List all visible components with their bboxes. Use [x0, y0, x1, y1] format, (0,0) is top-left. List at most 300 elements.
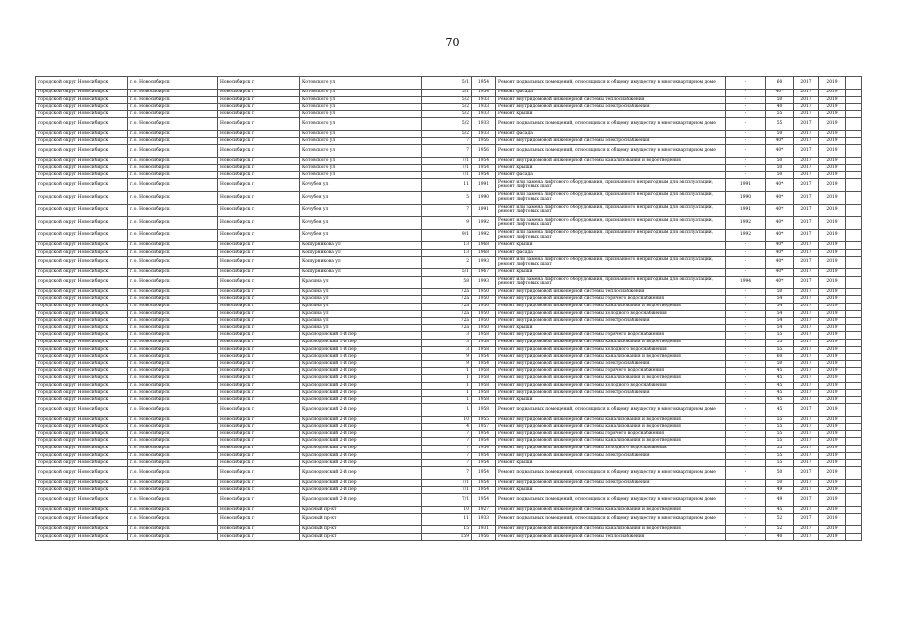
cell-city: Новосибирск г: [218, 130, 300, 137]
cell-year-built: 1927: [472, 506, 496, 513]
cell-city: Новосибирск г: [218, 242, 300, 249]
cell-start-year: 2017: [794, 375, 819, 382]
cell-street: Котовского ул: [300, 165, 422, 172]
cell-year-built: 1950: [472, 296, 496, 303]
cell-work-type: Ремонт фасада: [496, 130, 726, 137]
cell-end-year: 2019: [819, 172, 846, 179]
cell-municipality: городской округ Новосибирск: [36, 438, 128, 445]
cell-start-year: 2017: [794, 513, 819, 526]
cell-end-year: 2019: [819, 332, 846, 339]
cell-year-built: 1968: [472, 249, 496, 256]
cell-house-number: 1: [422, 368, 472, 375]
cell-city: Новосибирск г: [218, 368, 300, 375]
cell-note: [846, 256, 862, 269]
cell-lift-year: -: [726, 506, 766, 513]
cell-street: Кошурникова ул: [300, 242, 422, 249]
cell-street: Котовского ул: [300, 77, 422, 90]
cell-house-number: 13: [422, 249, 472, 256]
cell-city: Новосибирск г: [218, 229, 300, 242]
cell-city: Новосибирск г: [218, 404, 300, 417]
cell-city: Новосибирск г: [218, 459, 300, 466]
cell-lift-year: -: [726, 346, 766, 353]
cell-district: г.о. Новосибирск: [128, 397, 218, 404]
cell-note: [846, 361, 862, 368]
cell-end-year: 2019: [819, 526, 846, 533]
table-row: [36, 361, 862, 368]
cell-municipality: городской округ Новосибирск: [36, 382, 128, 389]
cell-rate: 54: [766, 296, 794, 303]
cell-year-built: 1993: [472, 256, 496, 269]
cell-note: [846, 375, 862, 382]
cell-note: [846, 296, 862, 303]
table-row: [36, 404, 862, 417]
cell-rate: 45: [766, 389, 794, 396]
cell-lift-year: 1991: [726, 204, 766, 217]
cell-note: [846, 438, 862, 445]
cell-start-year: 2017: [794, 249, 819, 256]
cell-municipality: городской округ Новосибирск: [36, 192, 128, 205]
cell-rate: 49: [766, 486, 794, 493]
cell-street: Котовского ул: [300, 89, 422, 96]
cell-house-number: 58: [422, 276, 472, 289]
cell-district: г.о. Новосибирск: [128, 332, 218, 339]
table-row: [36, 296, 862, 303]
cell-street: Котовского ул: [300, 130, 422, 137]
cell-work-type: Ремонт крыши: [496, 269, 726, 276]
cell-municipality: городской округ Новосибирск: [36, 130, 128, 137]
cell-city: Новосибирск г: [218, 111, 300, 118]
cell-city: Новосибирск г: [218, 438, 300, 445]
cell-municipality: городской округ Новосибирск: [36, 452, 128, 459]
cell-year-built: 1954: [472, 452, 496, 459]
cell-work-type: Ремонт внутридомовой инженерной системы электроснабжения: [496, 479, 726, 486]
cell-street: Красина ул: [300, 276, 422, 289]
cell-note: [846, 118, 862, 131]
cell-rate: 40*: [766, 145, 794, 158]
cell-district: г.о. Новосибирск: [128, 276, 218, 289]
cell-note: [846, 96, 862, 103]
cell-work-type: Ремонт или замена лифтового оборудования, признанного непригодным для эксплуатации, ремонт лифтовых шахт: [496, 179, 726, 192]
cell-district: г.о. Новосибирск: [128, 346, 218, 353]
cell-end-year: 2019: [819, 479, 846, 486]
cell-city: Новосибирск г: [218, 157, 300, 164]
cell-year-built: 1990: [472, 192, 496, 205]
cell-year-built: 1954: [472, 479, 496, 486]
cell-start-year: 2017: [794, 296, 819, 303]
cell-district: г.о. Новосибирск: [128, 513, 218, 526]
cell-lift-year: 1992: [726, 217, 766, 230]
cell-rate: 50: [766, 172, 794, 179]
cell-start-year: 2017: [794, 77, 819, 90]
cell-lift-year: -: [726, 445, 766, 452]
cell-work-type: Ремонт внутридомовой инженерной системы электроснабжения: [496, 452, 726, 459]
cell-rate: 40*: [766, 179, 794, 192]
cell-work-type: Ремонт внутридомовой инженерной системы канализования и водоотведения: [496, 339, 726, 346]
cell-lift-year: -: [726, 317, 766, 324]
cell-end-year: 2019: [819, 96, 846, 103]
cell-work-type: Ремонт фасада: [496, 172, 726, 179]
cell-end-year: 2019: [819, 179, 846, 192]
cell-city: Новосибирск г: [218, 332, 300, 339]
cell-house-number: 7: [422, 438, 472, 445]
cell-lift-year: -: [726, 89, 766, 96]
cell-district: г.о. Новосибирск: [128, 389, 218, 396]
table-row: [36, 325, 862, 332]
table-row: [36, 217, 862, 230]
cell-house-number: 7: [422, 138, 472, 145]
cell-municipality: городской округ Новосибирск: [36, 375, 128, 382]
cell-work-type: Ремонт подвальных помещений, относящихся к общему имуществу в многоквартирном доме: [496, 467, 726, 480]
cell-note: [846, 310, 862, 317]
cell-house-number: 5/2: [422, 130, 472, 137]
cell-year-built: 1954: [472, 445, 496, 452]
cell-start-year: 2017: [794, 310, 819, 317]
cell-city: Новосибирск г: [218, 89, 300, 96]
cell-street: Котовского ул: [300, 145, 422, 158]
cell-end-year: 2019: [819, 303, 846, 310]
cell-lift-year: -: [726, 145, 766, 158]
cell-district: г.о. Новосибирск: [128, 111, 218, 118]
cell-start-year: 2017: [794, 459, 819, 466]
cell-lift-year: 1994: [726, 276, 766, 289]
cell-rate: 40*: [766, 192, 794, 205]
cell-year-built: 1954: [472, 353, 496, 360]
cell-start-year: 2017: [794, 368, 819, 375]
table-row: [36, 416, 862, 423]
cell-municipality: городской округ Новосибирск: [36, 276, 128, 289]
cell-note: [846, 229, 862, 242]
cell-city: Новосибирск г: [218, 526, 300, 533]
cell-start-year: 2017: [794, 526, 819, 533]
cell-lift-year: -: [726, 533, 766, 540]
cell-house-number: 7/1: [422, 165, 472, 172]
cell-end-year: 2019: [819, 506, 846, 513]
cell-lift-year: 1991: [726, 179, 766, 192]
cell-house-number: 1: [422, 375, 472, 382]
cell-street: Краснодонский 2-й пер: [300, 375, 422, 382]
cell-municipality: городской округ Новосибирск: [36, 533, 128, 540]
cell-work-type: Ремонт внутридомовой инженерной системы теплоснабжения: [496, 289, 726, 296]
cell-start-year: 2017: [794, 165, 819, 172]
table-row: [36, 157, 862, 164]
cell-house-number: 5/2: [422, 96, 472, 103]
cell-house-number: 11: [422, 513, 472, 526]
cell-municipality: городской округ Новосибирск: [36, 204, 128, 217]
cell-work-type: Ремонт внутридомовой инженерной системы горячего водоснабжения: [496, 431, 726, 438]
cell-rate: 50: [766, 165, 794, 172]
cell-street: Красный пр-кт: [300, 506, 422, 513]
cell-year-built: 1954: [472, 165, 496, 172]
cell-end-year: 2019: [819, 382, 846, 389]
cell-house-number: 7: [422, 467, 472, 480]
cell-street: Краснодонский 2-й пер: [300, 423, 422, 430]
cell-municipality: городской округ Новосибирск: [36, 346, 128, 353]
cell-start-year: 2017: [794, 103, 819, 110]
cell-rate: 49: [766, 494, 794, 507]
cell-city: Новосибирск г: [218, 325, 300, 332]
table-row: [36, 339, 862, 346]
cell-end-year: 2019: [819, 165, 846, 172]
cell-work-type: Ремонт внутридомовой инженерной системы электроснабжения: [496, 389, 726, 396]
cell-lift-year: -: [726, 431, 766, 438]
cell-year-built: 1958: [472, 397, 496, 404]
cell-district: г.о. Новосибирск: [128, 526, 218, 533]
cell-note: [846, 192, 862, 205]
cell-note: [846, 276, 862, 289]
cell-work-type: Ремонт внутридомовой инженерной системы горячего водоснабжения: [496, 296, 726, 303]
cell-end-year: 2019: [819, 130, 846, 137]
cell-end-year: 2019: [819, 431, 846, 438]
cell-year-built: 1954: [472, 459, 496, 466]
cell-street: Краснодонский 1-й пер: [300, 361, 422, 368]
cell-note: [846, 303, 862, 310]
cell-start-year: 2017: [794, 506, 819, 513]
cell-end-year: 2019: [819, 111, 846, 118]
table-row: [36, 249, 862, 256]
table-row: [36, 138, 862, 145]
table-row: [36, 506, 862, 513]
cell-city: Новосибирск г: [218, 217, 300, 230]
cell-district: г.о. Новосибирск: [128, 303, 218, 310]
cell-rate: 54: [766, 317, 794, 324]
cell-start-year: 2017: [794, 346, 819, 353]
cell-rate: 54: [766, 310, 794, 317]
cell-municipality: городской округ Новосибирск: [36, 217, 128, 230]
cell-municipality: городской округ Новосибирск: [36, 118, 128, 131]
table-row: [36, 103, 862, 110]
cell-rate: 55: [766, 459, 794, 466]
cell-street: Котовского ул: [300, 103, 422, 110]
cell-house-number: 72а: [422, 317, 472, 324]
table-row: [36, 242, 862, 249]
cell-end-year: 2019: [819, 229, 846, 242]
cell-rate: 40*: [766, 138, 794, 145]
cell-note: [846, 111, 862, 118]
cell-street: Красный пр-кт: [300, 526, 422, 533]
cell-municipality: городской округ Новосибирск: [36, 513, 128, 526]
table-row: [36, 467, 862, 480]
cell-municipality: городской округ Новосибирск: [36, 229, 128, 242]
cell-rate: 50: [766, 130, 794, 137]
table-row: [36, 346, 862, 353]
cell-end-year: 2019: [819, 269, 846, 276]
table-row: [36, 513, 862, 526]
cell-year-built: 1954: [472, 89, 496, 96]
cell-city: Новосибирск г: [218, 479, 300, 486]
cell-city: Новосибирск г: [218, 289, 300, 296]
cell-municipality: городской округ Новосибирск: [36, 172, 128, 179]
cell-year-built: 1933: [472, 96, 496, 103]
cell-street: Краснодонский 2-й пер: [300, 382, 422, 389]
cell-house-number: 7: [422, 204, 472, 217]
cell-municipality: городской округ Новосибирск: [36, 317, 128, 324]
cell-start-year: 2017: [794, 467, 819, 480]
cell-start-year: 2017: [794, 204, 819, 217]
cell-rate: 55: [766, 438, 794, 445]
cell-district: г.о. Новосибирск: [128, 89, 218, 96]
cell-city: Новосибирск г: [218, 346, 300, 353]
cell-rate: 54: [766, 303, 794, 310]
cell-work-type: Ремонт внутридомовой инженерной системы канализования и водоотведения: [496, 375, 726, 382]
cell-work-type: Ремонт внутридомовой инженерной системы канализования и водоотведения: [496, 353, 726, 360]
cell-rate: 50: [766, 289, 794, 296]
table-row: [36, 317, 862, 324]
cell-work-type: Ремонт или замена лифтового оборудования, признанного непригодным для эксплуатации, ремонт лифтовых шахт: [496, 256, 726, 269]
cell-rate: 40*: [766, 89, 794, 96]
cell-start-year: 2017: [794, 217, 819, 230]
cell-work-type: Ремонт или замена лифтового оборудования, признанного непригодным для эксплуатации, ремонт лифтовых шахт: [496, 204, 726, 217]
cell-year-built: 1992: [472, 217, 496, 230]
cell-work-type: Ремонт или замена лифтового оборудования, признанного непригодным для эксплуатации, ремонт лифтовых шахт: [496, 229, 726, 242]
cell-lift-year: -: [726, 339, 766, 346]
cell-year-built: 1954: [472, 172, 496, 179]
cell-district: г.о. Новосибирск: [128, 325, 218, 332]
cell-municipality: городской округ Новосибирск: [36, 467, 128, 480]
cell-start-year: 2017: [794, 353, 819, 360]
cell-city: Новосибирск г: [218, 423, 300, 430]
cell-year-built: 1956: [472, 533, 496, 540]
cell-street: Котовского ул: [300, 118, 422, 131]
cell-rate: 55: [766, 339, 794, 346]
cell-house-number: 5/1: [422, 77, 472, 90]
table-row: [36, 89, 862, 96]
cell-end-year: 2019: [819, 353, 846, 360]
cell-rate: 50: [766, 361, 794, 368]
cell-municipality: городской округ Новосибирск: [36, 157, 128, 164]
cell-district: г.о. Новосибирск: [128, 317, 218, 324]
cell-note: [846, 494, 862, 507]
cell-municipality: городской округ Новосибирск: [36, 310, 128, 317]
cell-street: Котовского ул: [300, 172, 422, 179]
cell-year-built: 1933: [472, 513, 496, 526]
cell-street: Красина ул: [300, 325, 422, 332]
cell-end-year: 2019: [819, 404, 846, 417]
cell-street: Красина ул: [300, 317, 422, 324]
cell-municipality: городской округ Новосибирск: [36, 361, 128, 368]
cell-rate: 45: [766, 506, 794, 513]
cell-rate: 40*: [766, 242, 794, 249]
cell-note: [846, 346, 862, 353]
cell-municipality: городской округ Новосибирск: [36, 368, 128, 375]
cell-municipality: городской округ Новосибирск: [36, 459, 128, 466]
cell-lift-year: -: [726, 494, 766, 507]
cell-start-year: 2017: [794, 452, 819, 459]
cell-end-year: 2019: [819, 145, 846, 158]
cell-work-type: Ремонт подвальных помещений, относящихся к общему имуществу в многоквартирном доме: [496, 513, 726, 526]
cell-year-built: 1950: [472, 310, 496, 317]
cell-start-year: 2017: [794, 256, 819, 269]
cell-house-number: 159: [422, 533, 472, 540]
table-row: [36, 111, 862, 118]
cell-rate: 55: [766, 111, 794, 118]
table-row: [36, 303, 862, 310]
cell-year-built: 1954: [472, 486, 496, 493]
cell-street: Красный пр-кт: [300, 533, 422, 540]
cell-municipality: городской округ Новосибирск: [36, 479, 128, 486]
cell-year-built: 1967: [472, 269, 496, 276]
cell-lift-year: -: [726, 459, 766, 466]
cell-district: г.о. Новосибирск: [128, 404, 218, 417]
cell-city: Новосибирск г: [218, 118, 300, 131]
cell-municipality: городской округ Новосибирск: [36, 249, 128, 256]
cell-city: Новосибирск г: [218, 339, 300, 346]
table-row: [36, 431, 862, 438]
cell-start-year: 2017: [794, 397, 819, 404]
cell-end-year: 2019: [819, 423, 846, 430]
cell-city: Новосибирск г: [218, 310, 300, 317]
cell-municipality: городской округ Новосибирск: [36, 96, 128, 103]
cell-municipality: городской округ Новосибирск: [36, 416, 128, 423]
cell-city: Новосибирск г: [218, 431, 300, 438]
cell-end-year: 2019: [819, 204, 846, 217]
cell-note: [846, 368, 862, 375]
cell-street: Кочубея ул: [300, 179, 422, 192]
table-row: [36, 423, 862, 430]
cell-district: г.о. Новосибирск: [128, 486, 218, 493]
table-row: [36, 452, 862, 459]
cell-note: [846, 103, 862, 110]
cell-lift-year: -: [726, 389, 766, 396]
cell-district: г.о. Новосибирск: [128, 269, 218, 276]
cell-rate: 40*: [766, 276, 794, 289]
cell-rate: 55: [766, 445, 794, 452]
cell-start-year: 2017: [794, 118, 819, 131]
cell-district: г.о. Новосибирск: [128, 256, 218, 269]
cell-year-built: 1950: [472, 303, 496, 310]
cell-district: г.о. Новосибирск: [128, 361, 218, 368]
cell-work-type: Ремонт или замена лифтового оборудования, признанного непригодным для эксплуатации, ремонт лифтовых шахт: [496, 217, 726, 230]
cell-street: Кочубея ул: [300, 217, 422, 230]
cell-end-year: 2019: [819, 118, 846, 131]
cell-street: Кошурникова ул: [300, 269, 422, 276]
cell-rate: 55: [766, 452, 794, 459]
table-row: [36, 172, 862, 179]
cell-rate: 60: [766, 353, 794, 360]
cell-note: [846, 179, 862, 192]
cell-end-year: 2019: [819, 467, 846, 480]
cell-note: [846, 172, 862, 179]
cell-end-year: 2019: [819, 103, 846, 110]
cell-municipality: городской округ Новосибирск: [36, 145, 128, 158]
cell-work-type: Ремонт внутридомовой инженерной системы канализования и водоотведения: [496, 506, 726, 513]
cell-note: [846, 431, 862, 438]
cell-work-type: Ремонт крыши: [496, 459, 726, 466]
cell-year-built: 1968: [472, 242, 496, 249]
cell-lift-year: -: [726, 513, 766, 526]
cell-district: г.о. Новосибирск: [128, 467, 218, 480]
cell-street: Кочубея ул: [300, 204, 422, 217]
cell-district: г.о. Новосибирск: [128, 382, 218, 389]
cell-lift-year: -: [726, 452, 766, 459]
cell-rate: 45: [766, 404, 794, 417]
table-row: [36, 438, 862, 445]
cell-rate: 55: [766, 423, 794, 430]
cell-city: Новосибирск г: [218, 249, 300, 256]
cell-note: [846, 467, 862, 480]
cell-note: [846, 353, 862, 360]
cell-start-year: 2017: [794, 445, 819, 452]
cell-work-type: Ремонт крыши: [496, 486, 726, 493]
cell-rate: 45: [766, 382, 794, 389]
cell-street: Кошурникова ул: [300, 249, 422, 256]
cell-district: г.о. Новосибирск: [128, 452, 218, 459]
cell-rate: 45: [766, 368, 794, 375]
cell-street: Краснодонский 2-й пер: [300, 459, 422, 466]
cell-city: Новосибирск г: [218, 506, 300, 513]
cell-end-year: 2019: [819, 242, 846, 249]
table-row: [36, 533, 862, 540]
cell-district: г.о. Новосибирск: [128, 296, 218, 303]
